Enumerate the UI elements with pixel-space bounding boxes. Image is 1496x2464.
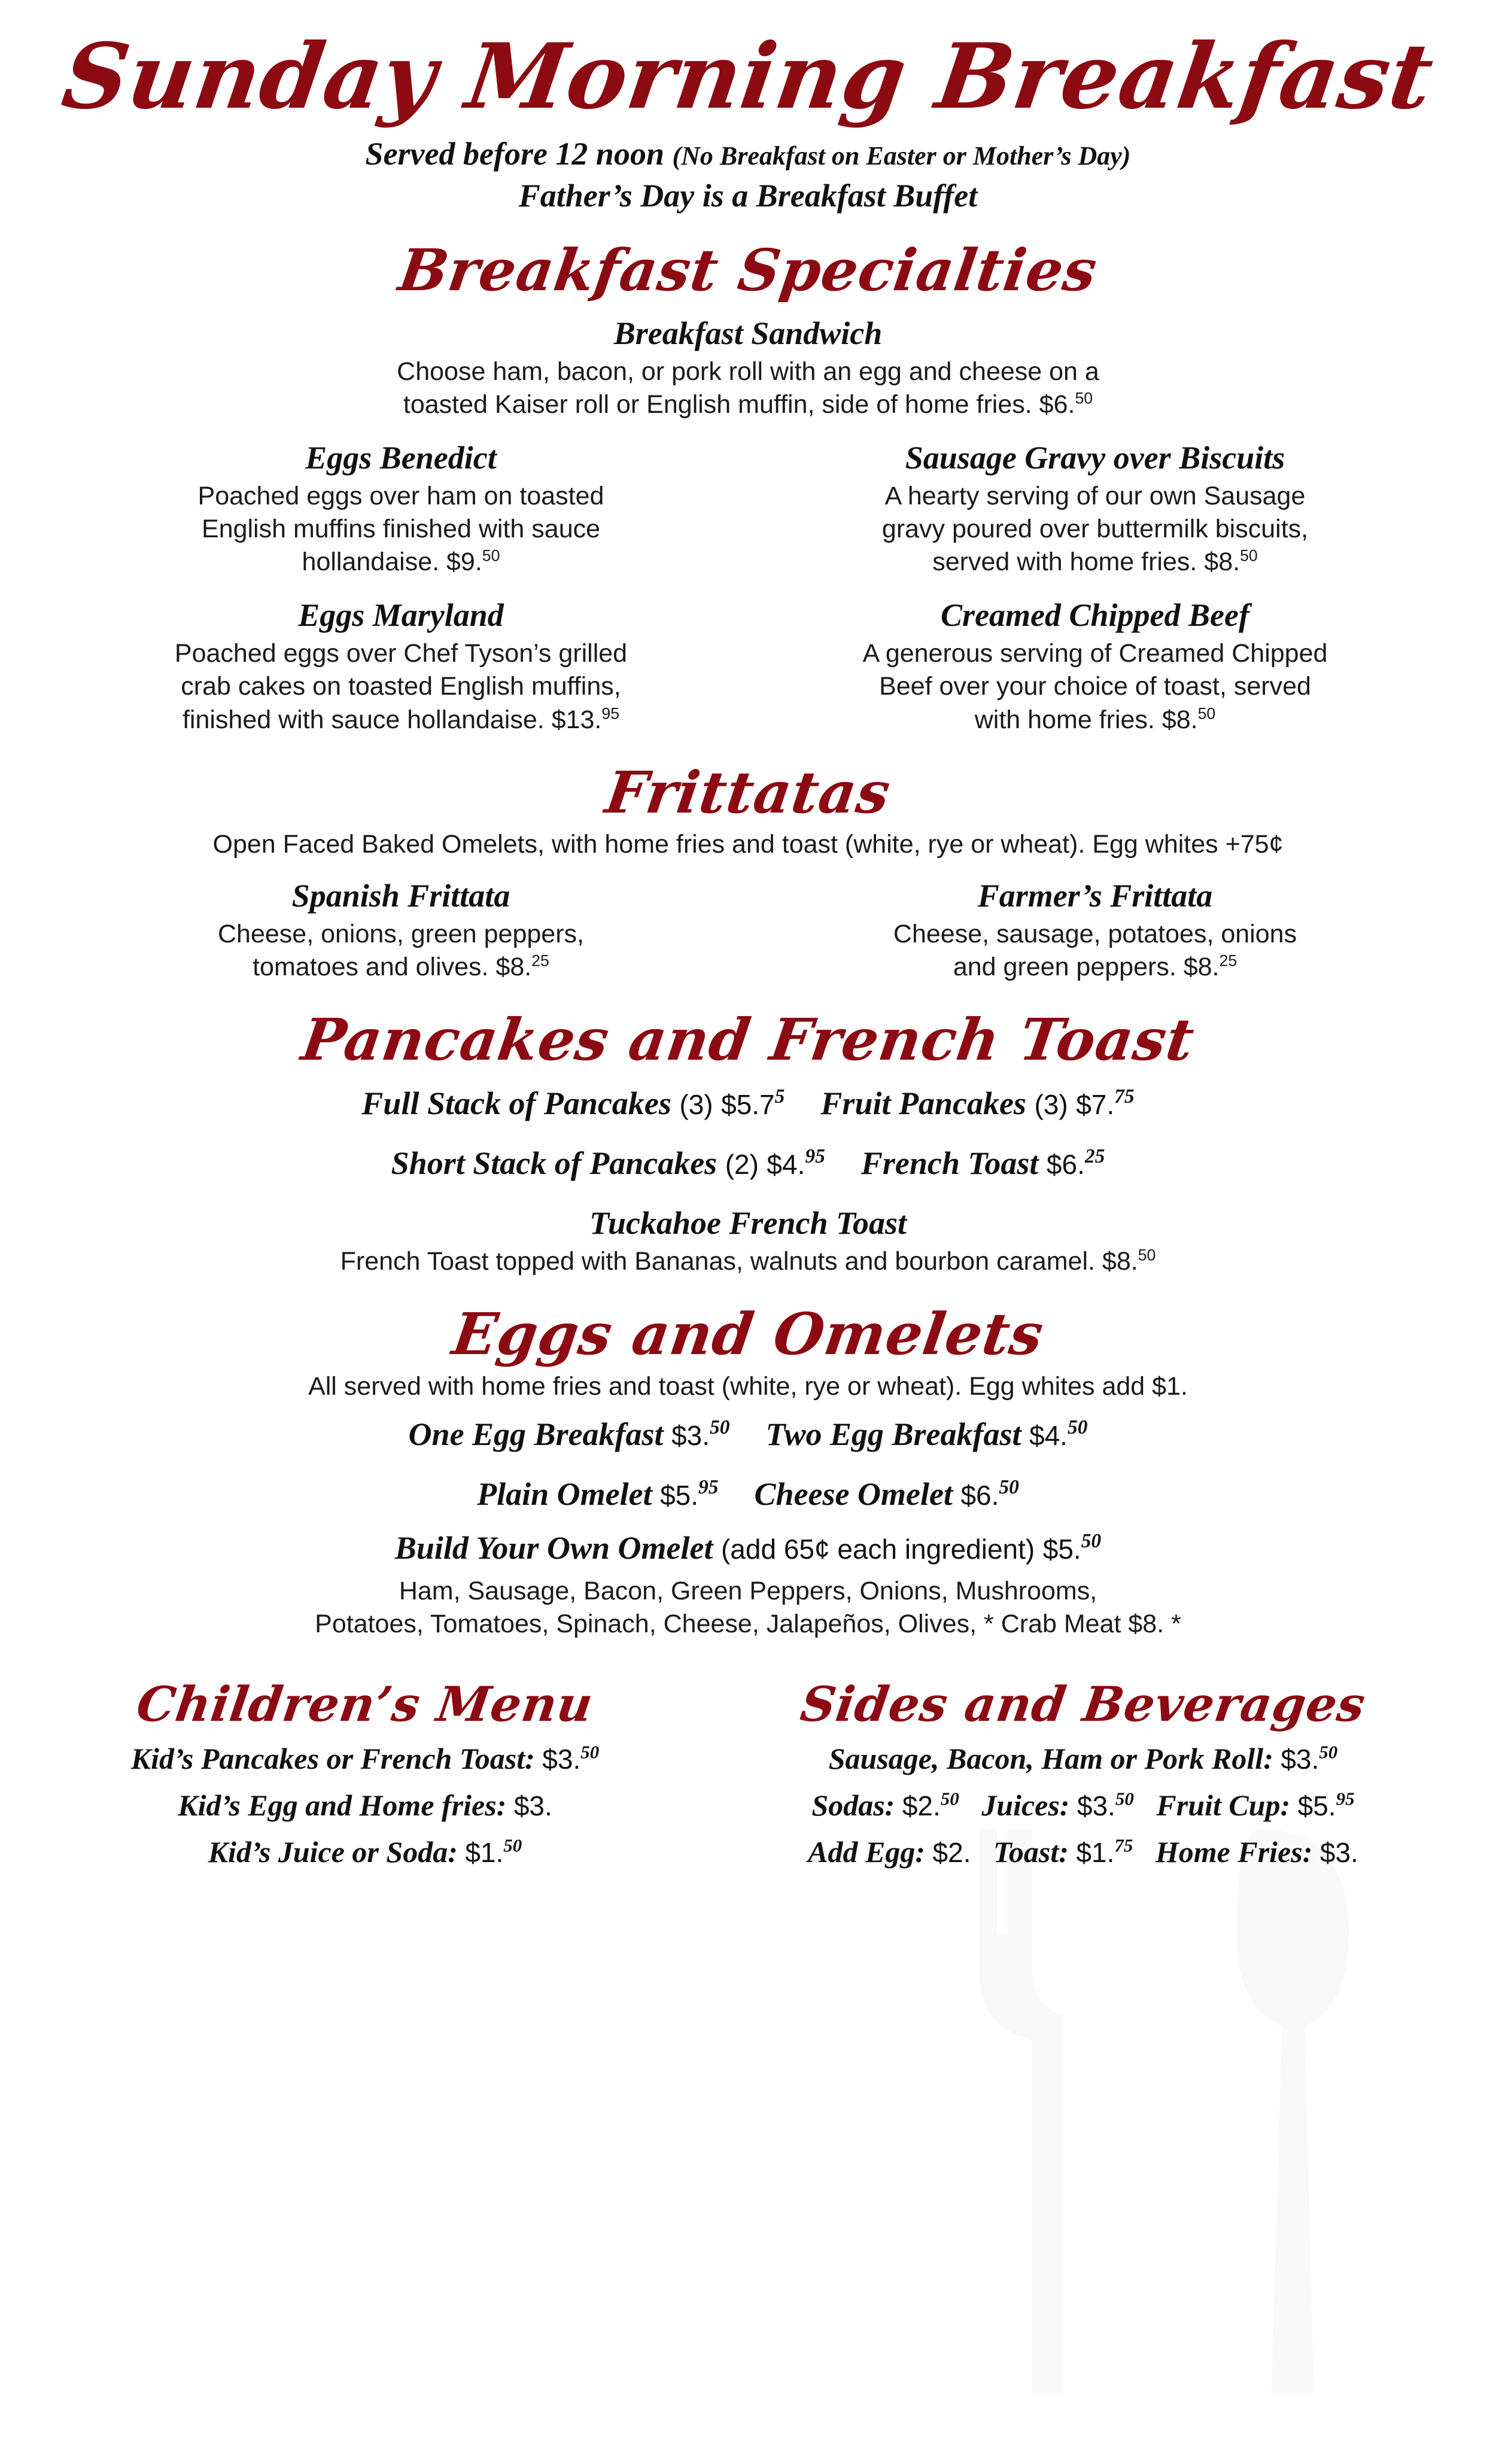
price-cents: 50 <box>1138 1246 1156 1264</box>
item-desc <box>75 918 727 984</box>
section-heading-pancakes: Pancakes and French Toast <box>297 1006 1199 1074</box>
price-cents: 50 <box>1081 1530 1102 1553</box>
desc-line: served with home fries. <box>932 547 1197 577</box>
price-dollars: $3. <box>513 1790 552 1822</box>
item-desc-tuckahoe-french-toast <box>36 1245 1460 1278</box>
price-dollars: $13. <box>551 705 602 734</box>
menu-item-spanish-frittata <box>75 863 727 984</box>
eggs-row-1 <box>36 1407 1460 1461</box>
price-dollars: $3. <box>1077 1790 1115 1822</box>
desc-line: French Toast topped with Bananas, walnuts and bourbon caramel. <box>340 1247 1095 1276</box>
desc-line: Poached eggs over Chef Tyson’s grilled <box>174 639 628 668</box>
menu-item-fruit-pancakes <box>820 1085 1134 1122</box>
price-cents: 25 <box>531 952 549 971</box>
section-children-menu <box>42 1653 688 1881</box>
price-cents: 50 <box>503 1835 522 1856</box>
menu-item-creamed-chipped-beef <box>769 582 1421 736</box>
price-dollars: $6. <box>1039 390 1075 419</box>
price-dollars: $8. <box>1183 953 1220 982</box>
item-desc <box>769 918 1421 984</box>
price-dollars: $4. <box>767 1149 805 1181</box>
desc-line: Ham, Sausage, Bacon, Green Peppers, Onions, Mushrooms, <box>399 1577 1097 1606</box>
menu-item-two-egg-breakfast <box>765 1416 1087 1453</box>
item-name: Sausage Gravy over Biscuits <box>905 440 1285 476</box>
item-name: Fruit Cup: <box>1156 1788 1291 1823</box>
price-cents: 95 <box>1336 1788 1355 1809</box>
price-dollars: $1. <box>1076 1837 1115 1869</box>
price-cents: 25 <box>1219 952 1237 971</box>
fathers-day-line: Father’s Day is a Breakfast Buffet <box>518 177 978 214</box>
section-heading-eggs-and-omelets: Eggs and Omelets <box>448 1300 1048 1368</box>
menu-item-eggs-benedict <box>75 425 727 579</box>
item-qty: (3) <box>679 1089 713 1121</box>
desc-line: A hearty serving of our own Sausage <box>884 482 1306 511</box>
menu-item-kids-pancakes-or-french-toast <box>42 1741 688 1776</box>
price-dollars: $3. <box>1319 1837 1358 1869</box>
item-name: Eggs Benedict <box>305 440 497 476</box>
menu-item-cheese-omelet <box>755 1476 1019 1513</box>
desc-line: Cheese, sausage, potatoes, onions <box>893 920 1297 949</box>
price-cents: 75 <box>1114 1085 1135 1108</box>
item-name: Cheese Omelet <box>754 1476 953 1513</box>
price-dollars: $8. <box>1204 547 1240 577</box>
item-name: Build Your Own Omelet <box>394 1530 713 1566</box>
item-name: Juices: <box>981 1788 1070 1823</box>
price-cents: 50 <box>1240 547 1258 565</box>
price-dollars: $5. <box>660 1480 699 1511</box>
desc-line: crab cakes on toasted English muffins, <box>181 672 621 701</box>
fork-spoon-watermark-icon <box>904 1812 1442 2410</box>
item-name: French Toast <box>860 1145 1039 1182</box>
menu-item-short-stack-of-pancakes <box>391 1145 825 1182</box>
price-cents: 50 <box>999 1476 1019 1499</box>
price-dollars: $7. <box>1076 1089 1115 1121</box>
price-dollars: $8. <box>1161 705 1198 734</box>
served-note-text: (No Breakfast on Easter or Mother’s Day) <box>672 141 1131 171</box>
item-name: Home Fries: <box>1155 1835 1313 1869</box>
price-cents: 75 <box>1114 1835 1133 1856</box>
item-name: Short Stack of Pancakes <box>391 1145 717 1182</box>
sides-row-drinks <box>712 1788 1454 1823</box>
desc-line: gravy poured over buttermilk biscuits, <box>881 515 1309 544</box>
desc-line: with home fries. <box>974 705 1155 734</box>
price-cents: 50 <box>710 1416 730 1439</box>
price-dollars: $8. <box>495 953 532 982</box>
menu-item-eggs-maryland <box>75 582 727 736</box>
sides-row-extras <box>712 1835 1454 1869</box>
price-dollars: $3. <box>1281 1744 1319 1775</box>
desc-line: Potatoes, Tomatoes, Spinach, Cheese, Jalapeños, Olives, * Crab Meat $8. * <box>315 1610 1181 1639</box>
menu-item-kids-juice-or-soda <box>42 1835 688 1869</box>
section-sides-and-beverages <box>712 1653 1454 1881</box>
eggs-note: All served with home fries and toast (white, rye or wheat). Egg whites add $1. <box>308 1372 1188 1401</box>
item-name: One Egg Breakfast <box>408 1416 664 1453</box>
desc-line: toasted Kaiser roll or English muffin, side of home fries. <box>403 390 1032 419</box>
menu-item-plain-omelet <box>477 1476 718 1513</box>
price-dollars: $6. <box>1046 1149 1085 1181</box>
item-name: Full Stack of Pancakes <box>361 1085 671 1122</box>
price-cents: 50 <box>1197 704 1216 723</box>
item-name: Add Egg: <box>808 1835 926 1869</box>
item-name: Kid’s Egg and Home fries: <box>178 1788 507 1823</box>
menu-item-sausage-gravy-over-biscuits <box>769 425 1421 579</box>
menu-item-build-your-own-omelet <box>36 1529 1460 1566</box>
price-cents: 50 <box>482 547 500 565</box>
item-name: Farmer’s Frittata <box>977 878 1213 914</box>
price-cents: 95 <box>698 1476 719 1499</box>
desc-line: finished with sauce hollandaise. <box>182 705 545 734</box>
item-name-breakfast-sandwich: Breakfast Sandwich <box>613 315 883 352</box>
desc-line: Poached eggs over ham on toasted <box>197 482 604 511</box>
section-heading-frittatas: Frittatas <box>601 758 895 826</box>
item-desc <box>75 480 727 579</box>
item-name: Two Egg Breakfast <box>765 1416 1021 1453</box>
item-desc <box>75 637 727 736</box>
price-cents: 5 <box>774 1085 785 1108</box>
menu-item-french-toast <box>861 1145 1105 1182</box>
price-cents: 50 <box>1067 1416 1088 1439</box>
item-qty: (3) <box>1034 1089 1068 1121</box>
price-cents: 50 <box>1319 1741 1338 1763</box>
frittatas-note: Open Faced Baked Omelets, with home fries and toast (white, rye or wheat). Egg whites +75¢ <box>212 830 1284 859</box>
price-cents: 50 <box>940 1788 959 1809</box>
price-cents: 25 <box>1084 1145 1105 1168</box>
section-heading-specialties: Breakfast Specialties <box>394 236 1102 304</box>
desc-line: hollandaise. <box>302 547 440 577</box>
item-name: Fruit Pancakes <box>820 1085 1026 1122</box>
desc-line: Cheese, onions, green peppers, <box>218 920 584 949</box>
price-dollars: $2. <box>932 1837 971 1869</box>
pancakes-row-1 <box>36 1076 1460 1130</box>
price-dollars: $5.7 <box>721 1089 775 1121</box>
item-name: Eggs Maryland <box>298 597 504 634</box>
item-name: Sodas: <box>811 1788 895 1823</box>
price-cents: 50 <box>580 1741 600 1763</box>
price-dollars: $5. <box>1297 1790 1336 1822</box>
served-before-line <box>36 135 1460 172</box>
menu-item-one-egg-breakfast <box>409 1416 730 1453</box>
item-name-tuckahoe-french-toast: Tuckahoe French Toast <box>589 1205 907 1242</box>
item-name: Spanish Frittata <box>291 878 510 914</box>
desc-line: tomatoes and olives. <box>253 953 489 982</box>
price-dollars: $9. <box>446 547 482 577</box>
specialties-grid-second-row <box>36 582 1460 736</box>
desc-line: A generous serving of Creamed Chipped <box>862 639 1328 668</box>
price-cents: 50 <box>1115 1788 1134 1809</box>
price-dollars: $3. <box>542 1744 581 1775</box>
item-desc-breakfast-sandwich <box>180 355 1316 421</box>
price-dollars: $4. <box>1029 1420 1068 1452</box>
price-cents: 50 <box>1075 390 1093 407</box>
menu-item-sausage-bacon-ham-or-pork-roll <box>712 1741 1454 1776</box>
price-dollars: $1. <box>465 1837 504 1869</box>
page-title: Sunday Morning Breakfast <box>56 24 1440 129</box>
price-dollars: $6. <box>960 1480 999 1511</box>
item-name: Kid’s Juice or Soda: <box>208 1835 458 1869</box>
section-heading-children: Children’s Menu <box>133 1676 597 1733</box>
served-before-text: Served before 12 noon <box>365 135 664 172</box>
item-name: Sausage, Bacon, Ham or Pork Roll: <box>828 1742 1273 1776</box>
item-name: Creamed Chipped Beef <box>941 597 1249 634</box>
build-note: (add 65¢ each ingredient) <box>720 1534 1035 1565</box>
eggs-row-2 <box>36 1467 1460 1521</box>
desc-line: Beef over your choice of toast, served <box>879 672 1311 701</box>
omelet-ingredients <box>36 1575 1460 1641</box>
pancakes-row-2 <box>36 1136 1460 1190</box>
menu-item-kids-egg-and-home-fries <box>42 1788 688 1823</box>
item-desc <box>769 637 1421 736</box>
price-cents: 95 <box>601 704 620 723</box>
price-dollars: $8. <box>1102 1247 1138 1276</box>
item-name: Kid’s Pancakes or French Toast: <box>130 1742 535 1776</box>
menu-item-farmers-frittata <box>769 863 1421 984</box>
item-qty: (2) <box>725 1149 759 1181</box>
price-dollars: $3. <box>671 1420 710 1452</box>
desc-line: English muffins finished with sauce <box>201 515 601 544</box>
item-name: Toast: <box>993 1835 1069 1869</box>
menu-item-full-stack-of-pancakes <box>361 1085 785 1122</box>
section-heading-sides: Sides and Beverages <box>797 1676 1369 1733</box>
price-dollars: $2. <box>902 1790 941 1822</box>
item-desc <box>769 480 1421 579</box>
bottom-sections <box>36 1653 1460 1881</box>
desc-line: Choose ham, bacon, or pork roll with an egg and cheese on a <box>397 357 1099 387</box>
specialties-grid <box>36 425 1460 579</box>
price-dollars: $5. <box>1042 1534 1081 1565</box>
item-name: Plain Omelet <box>477 1476 652 1513</box>
frittatas-grid <box>36 863 1460 984</box>
desc-line: and green peppers. <box>953 953 1176 982</box>
price-cents: 95 <box>805 1145 825 1168</box>
